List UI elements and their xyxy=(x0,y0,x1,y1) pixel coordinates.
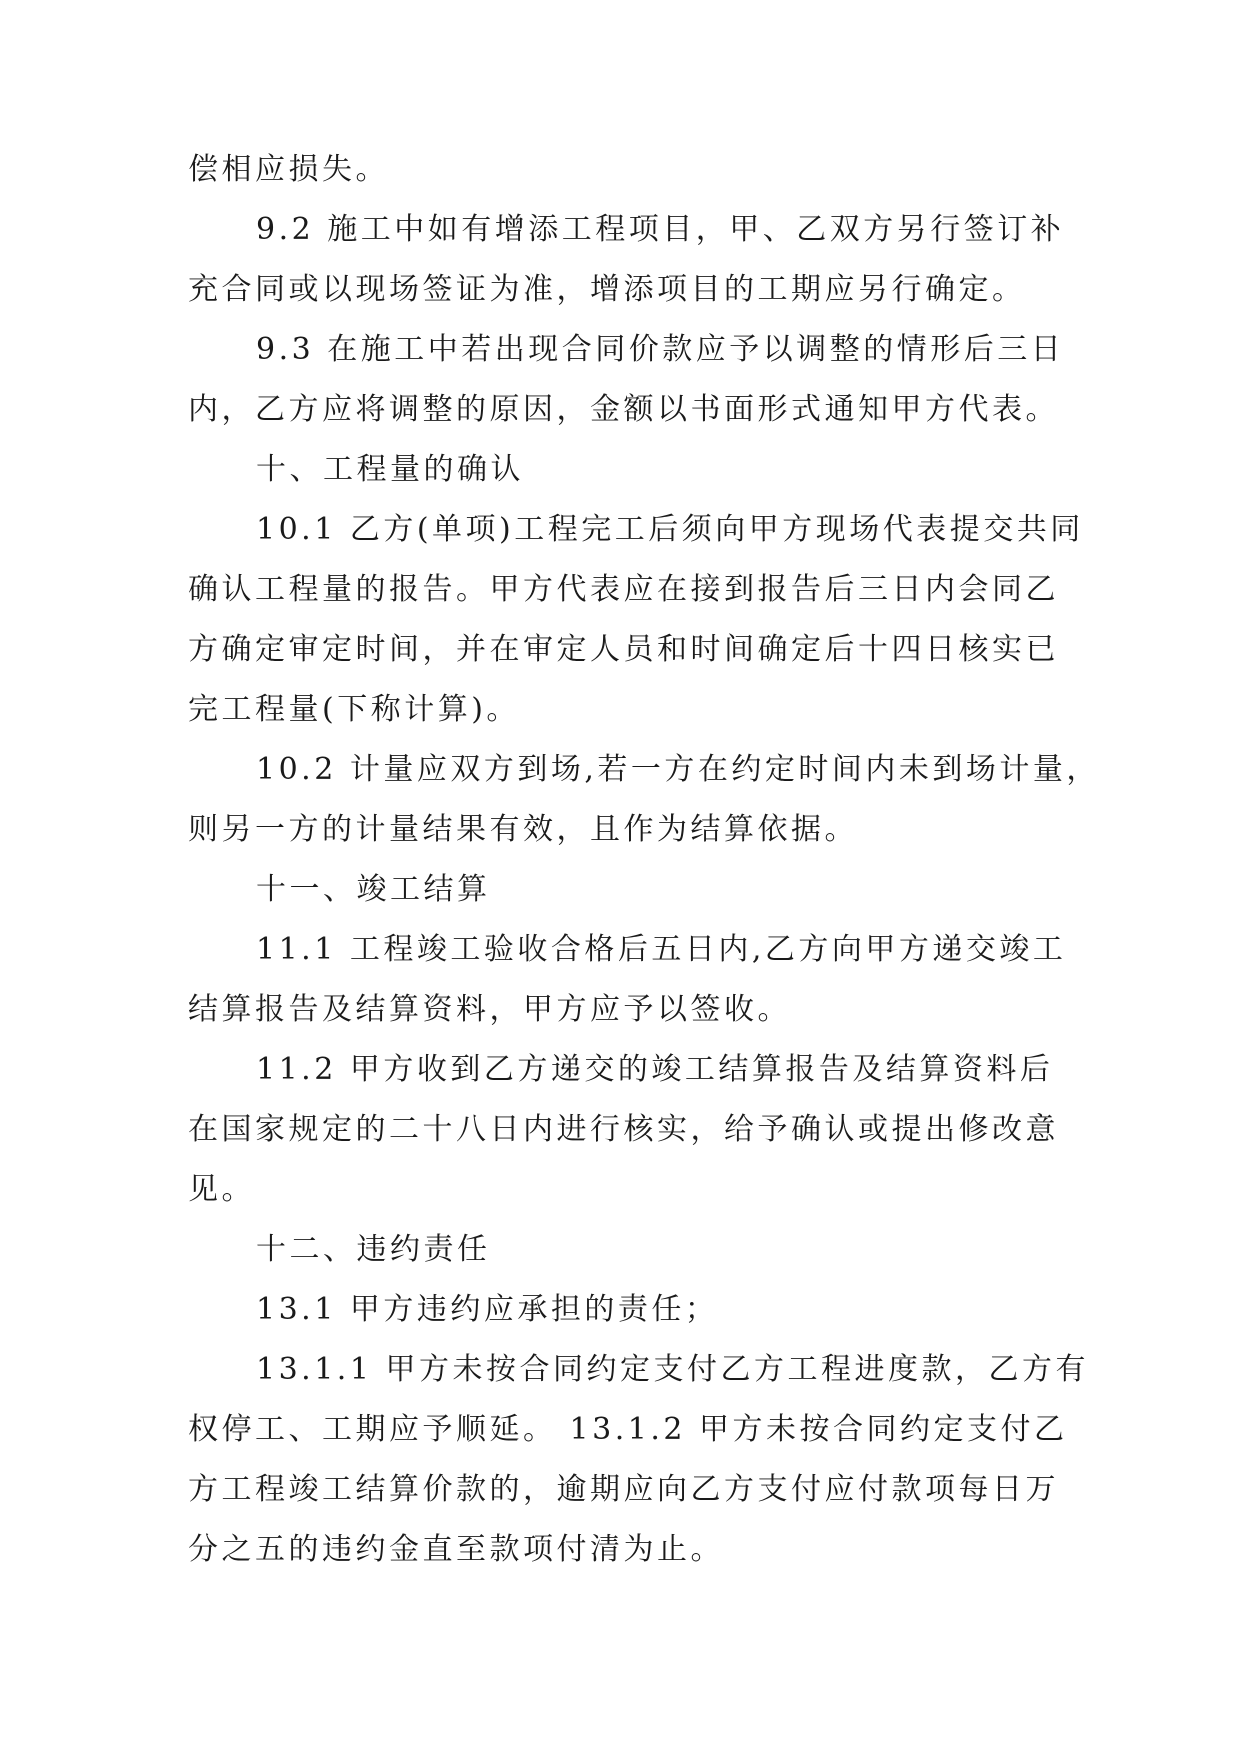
section-heading: 十二、违约责任 xyxy=(256,1232,491,1267)
paragraph-line: 分之五的违约金直至款项付清为止。 xyxy=(188,1532,724,1567)
paragraph-line: 11.1 工程竣工验收合格后五日内,乙方向甲方递交竣工 xyxy=(256,932,1067,967)
section-heading: 十一、竣工结算 xyxy=(256,872,491,907)
paragraph-line: 权停工、工期应予顺延。 13.1.2 甲方未按合同约定支付乙 xyxy=(188,1412,1068,1447)
paragraph-line: 13.1.1 甲方未按合同约定支付乙方工程进度款，乙方有 xyxy=(256,1352,1089,1387)
paragraph-line: 方工程竣工结算价款的，逾期应向乙方支付应付款项每日万 xyxy=(188,1472,1059,1507)
paragraph-line: 充合同或以现场签证为准，增添项目的工期应另行确定。 xyxy=(188,272,1026,307)
paragraph-line: 方确定审定时间，并在审定人员和时间确定后十四日核实已 xyxy=(188,632,1059,667)
paragraph-line: 9.3 在施工中若出现合同价款应予以调整的情形后三日 xyxy=(256,332,1065,367)
paragraph-line: 11.2 甲方收到乙方递交的竣工结算报告及结算资料后 xyxy=(256,1052,1054,1087)
paragraph-line: 完工程量(下称计算)。 xyxy=(188,692,520,727)
paragraph-line: 10.2 计量应双方到场,若一方在约定时间内未到场计量， xyxy=(256,752,1100,787)
paragraph-line: 见。 xyxy=(188,1172,255,1207)
paragraph-line: 内，乙方应将调整的原因，金额以书面形式通知甲方代表。 xyxy=(188,392,1059,427)
paragraph-line: 10.1 乙方(单项)工程完工后须向甲方现场代表提交共同 xyxy=(256,512,1084,547)
paragraph-line: 确认工程量的报告。甲方代表应在接到报告后三日内会同乙 xyxy=(188,572,1059,607)
paragraph-line: 在国家规定的二十八日内进行核实，给予确认或提出修改意 xyxy=(188,1112,1059,1147)
paragraph-line: 则另一方的计量结果有效，且作为结算依据。 xyxy=(188,812,858,847)
paragraph-line: 偿相应损失。 xyxy=(188,152,389,187)
paragraph-line: 结算报告及结算资料，甲方应予以签收。 xyxy=(188,992,791,1027)
section-heading: 十、工程量的确认 xyxy=(256,452,524,487)
paragraph-line: 13.1 甲方违约应承担的责任； xyxy=(256,1292,719,1327)
paragraph-line: 9.2 施工中如有增添工程项目，甲、乙双方另行签订补 xyxy=(256,212,1065,247)
